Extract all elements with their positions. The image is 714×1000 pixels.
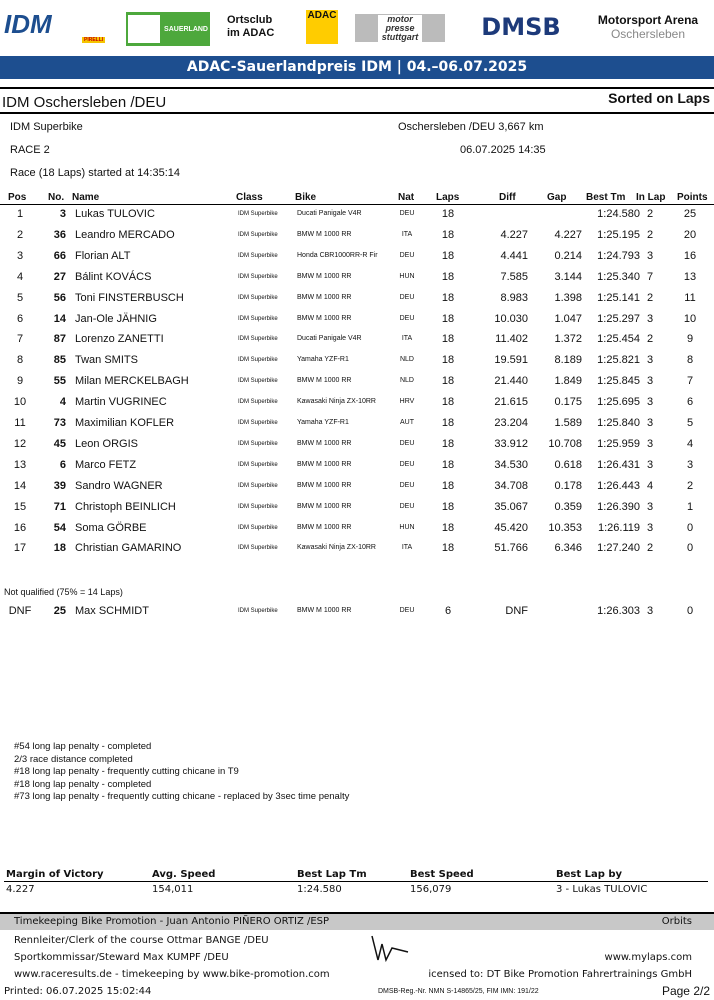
cell-no: 45 [53, 437, 66, 450]
cell-laps: 18 [441, 479, 455, 492]
col-laps: Laps [436, 192, 460, 203]
result-row [0, 459, 714, 479]
cell-name: Bálint KOVÁCS [75, 270, 152, 283]
cell-pos: DNF [8, 605, 32, 617]
cell-name: Martin VUGRINEC [75, 396, 167, 409]
result-row [0, 229, 714, 249]
cell-diff: 8.983 [500, 291, 528, 304]
result-row [0, 354, 714, 374]
result-row [0, 417, 714, 437]
cell-laps: 18 [441, 521, 455, 534]
cell-bike: BMW M 1000 RR [297, 607, 352, 614]
cell-laps: 18 [441, 417, 455, 429]
cell-diff: 34.530 [494, 458, 528, 471]
cell-name: Sandro WAGNER [75, 479, 163, 492]
cell-laps: 18 [441, 312, 455, 325]
cell-inlap: 3 [646, 458, 654, 471]
cell-best: 1:26.119 [597, 521, 640, 534]
cell-points: 10 [683, 312, 697, 325]
cell-name: Maximilian KOFLER [75, 417, 175, 429]
cell-class: IDM Superbike [238, 378, 278, 385]
cell-best: 1:25.340 [597, 270, 640, 283]
col-bike: Bike [295, 192, 317, 203]
cell-inlap: 7 [646, 270, 654, 283]
col-class: Class [236, 192, 263, 203]
cell-pos: 17 [13, 542, 27, 555]
cell-no: 27 [53, 270, 66, 283]
cell-points: 13 [683, 270, 697, 283]
note: #18 long lap penalty - completed [14, 778, 152, 790]
cell-name: Leandro MERCADO [75, 228, 175, 241]
cell-points: 0 [686, 521, 694, 534]
cell-diff: 33.912 [494, 437, 528, 450]
cell-points: 20 [683, 228, 697, 241]
cell-class: IDM Superbike [238, 231, 278, 238]
cell-laps: 18 [441, 228, 455, 241]
result-row [0, 438, 714, 458]
cell-bike: Honda CBR1000RR-R Fir [297, 251, 378, 259]
cell-inlap: 4 [646, 479, 654, 492]
cell-points: 11 [684, 291, 696, 304]
idm-logo [4, 6, 112, 48]
cell-pos: 11 [14, 417, 26, 429]
cell-no: 25 [53, 605, 66, 617]
cell-points: 2 [686, 479, 694, 492]
arena-text: Motorsport Arena [597, 13, 699, 27]
cell-nat: DEU [399, 481, 415, 489]
cell-pos: 15 [13, 500, 27, 513]
cell-class: IDM Superbike [238, 461, 278, 468]
divider [0, 87, 714, 89]
cell-class: IDM Superbike [238, 503, 278, 510]
cell-bike: Kawasaki Ninja ZX-10RR [297, 544, 376, 552]
cell-nat: DEU [399, 210, 415, 217]
cell-inlap: 3 [646, 437, 654, 450]
clerk-text: Rennleiter/Clerk of the course Ottmar BANGE /DEU [14, 935, 269, 946]
summary-value: 3 - Lukas TULOVIC [556, 884, 648, 895]
cell-class: IDM Superbike [238, 211, 278, 217]
cell-laps: 18 [441, 249, 455, 262]
pirelli-logo: PIRELLI [84, 37, 104, 43]
cell-diff: 34.708 [494, 479, 528, 492]
cell-name: Leon ORGIS [75, 437, 138, 450]
result-row [0, 250, 714, 270]
cell-nat: DEU [399, 502, 415, 510]
cell-class: IDM Superbike [238, 252, 278, 259]
cell-bike: Yamaha YZF-R1 [297, 419, 349, 426]
cell-nat: DEU [399, 607, 415, 614]
cell-inlap: 3 [646, 354, 654, 367]
cell-gap: 4.227 [554, 228, 582, 241]
cell-diff: 11.402 [495, 333, 528, 346]
cell-points: 4 [686, 437, 694, 450]
steward-text: Sportkommissar/Steward Max KUMPF /DEU [14, 952, 229, 963]
cell-points: 16 [683, 249, 697, 262]
summary-heading: Best Lap Tm [297, 869, 367, 880]
cell-nat: ITA [401, 544, 413, 552]
col-gap: Gap [547, 192, 567, 203]
cell-gap: 1.849 [554, 375, 582, 388]
cell-pos: 8 [16, 354, 24, 367]
cell-laps: 18 [441, 437, 455, 450]
cell-pos: 7 [16, 333, 24, 346]
cell-name: Christoph BEINLICH [75, 500, 176, 513]
result-row [0, 333, 714, 353]
cell-bike: BMW M 1000 RR [297, 460, 352, 468]
orbits-text: Orbits [661, 916, 692, 927]
cell-no: 4 [59, 396, 66, 409]
cell-pos: 5 [16, 291, 24, 304]
timekeeping-text: Timekeeping Bike Promotion - Juan Antonio PIÑERO ORTIZ /ESP [14, 916, 330, 927]
cell-class: IDM Superbike [238, 294, 278, 301]
raceresults-link[interactable]: www.raceresults.de - timekeeping by www.bike-promotion.com [14, 969, 330, 980]
cell-best: 1:25.840 [597, 417, 640, 429]
cell-gap: 1.047 [554, 312, 582, 325]
cell-bike: BMW M 1000 RR [297, 502, 352, 510]
col-nat: Nat [398, 192, 415, 203]
cell-name: Jan-Ole JÄHNIG [75, 312, 157, 325]
cell-name: Lorenzo ZANETTI [75, 333, 164, 346]
cell-inlap: 3 [646, 417, 654, 429]
cell-points: 0 [686, 542, 694, 555]
motorpresse-logo [355, 14, 445, 42]
cell-class: IDM Superbike [238, 524, 278, 531]
cell-bike: Ducati Panigale V4R [297, 335, 362, 343]
cell-best: 1:26.303 [597, 605, 640, 617]
col-diff: Diff [499, 192, 516, 203]
note: #18 long lap penalty - frequently cutting chicane in T9 [14, 766, 239, 778]
cell-best: 1:25.821 [597, 354, 640, 367]
event-banner: ADAC-Sauerlandpreis IDM | 04.–06.07.2025 [0, 56, 714, 79]
col-inlap: In Lap [636, 192, 666, 203]
cell-points: 3 [686, 458, 694, 471]
track-info: Oschersleben /DEU 3,667 km [398, 121, 544, 133]
cell-nat: DEU [399, 460, 415, 468]
summary-value: 156,079 [410, 884, 452, 895]
col-best: Best Tm [586, 192, 626, 203]
cell-inlap: 3 [646, 375, 654, 388]
cell-no: 36 [53, 228, 66, 241]
cell-inlap: 3 [646, 605, 654, 617]
cell-inlap: 2 [646, 333, 654, 346]
cell-no: 87 [53, 333, 66, 346]
result-row [0, 501, 714, 521]
cell-nat: NLD [399, 377, 414, 385]
cell-no: 18 [53, 542, 66, 555]
result-row [0, 522, 714, 542]
cell-best: 1:25.195 [597, 228, 640, 241]
cell-gap: 6.346 [554, 542, 582, 555]
adac-logo [306, 10, 338, 44]
mylaps-link[interactable]: www.mylaps.com [604, 952, 692, 963]
cell-diff: DNF [505, 605, 528, 617]
cell-no: 71 [53, 500, 66, 513]
col-points: Points [677, 192, 708, 203]
note: #54 long lap penalty - completed [14, 741, 152, 752]
cell-points: 5 [686, 417, 694, 429]
cell-best: 1:25.297 [597, 312, 640, 325]
cell-nat: ITA [401, 230, 413, 238]
cell-points: 0 [686, 605, 694, 617]
cell-pos: 3 [16, 249, 24, 262]
cell-best: 1:26.431 [597, 458, 640, 471]
cell-no: 3 [59, 208, 66, 220]
cell-bike: BMW M 1000 RR [297, 230, 352, 238]
result-row [0, 542, 714, 562]
cell-inlap: 2 [646, 291, 654, 304]
cell-best: 1:25.845 [597, 375, 640, 388]
cell-gap: 1.398 [554, 291, 582, 304]
cell-diff: 21.615 [494, 396, 528, 409]
cell-best: 1:26.443 [597, 479, 640, 492]
cell-diff: 23.204 [494, 417, 528, 429]
cell-pos: 14 [13, 479, 27, 492]
cell-gap: 0.214 [554, 249, 582, 262]
not-qualified-label: Not qualified (75% = 14 Laps) [4, 587, 123, 597]
cell-laps: 18 [441, 354, 455, 367]
cell-gap: 3.144 [554, 270, 582, 283]
cell-name: Christian GAMARINO [75, 542, 182, 555]
licensed-text: icensed to: DT Bike Promotion Fahrertrainings GmbH [428, 969, 692, 980]
summary-heading: Best Lap by [556, 869, 623, 880]
summary-value: 4.227 [6, 884, 35, 895]
cell-no: 6 [59, 458, 66, 471]
cell-no: 55 [53, 375, 66, 388]
cell-class: IDM Superbike [238, 420, 278, 426]
summary-value: 1:24.580 [297, 884, 342, 895]
cell-no: 39 [53, 479, 66, 492]
cell-diff: 51.766 [494, 542, 528, 555]
cell-best: 1:25.454 [597, 333, 640, 346]
cell-diff: 19.591 [494, 354, 528, 367]
header-divider [0, 204, 714, 205]
cell-inlap: 2 [646, 228, 654, 241]
cell-diff: 35.067 [494, 500, 528, 513]
sauerland-text: SAUERLAND [164, 25, 208, 33]
cell-class: IDM Superbike [238, 336, 278, 343]
cell-bike: BMW M 1000 RR [297, 481, 352, 489]
cell-name: Marco FETZ [75, 458, 137, 471]
cell-inlap: 3 [646, 396, 654, 409]
note: #73 long lap penalty - frequently cutting chicane - replaced by 3sec time penalty [14, 791, 350, 803]
cell-pos: 12 [13, 437, 27, 450]
ortsclub-logo [222, 6, 282, 48]
result-row [0, 313, 714, 333]
sort-label: Sorted on Laps [608, 90, 710, 106]
race-info: Race (18 Laps) started at 14:35:14 [10, 167, 180, 179]
divider [0, 112, 714, 114]
cell-points: 1 [686, 500, 694, 513]
cell-nat: DEU [399, 293, 415, 301]
cell-name: Twan SMITS [75, 354, 138, 367]
cell-inlap: 3 [646, 500, 654, 513]
cell-bike: BMW M 1000 RR [297, 377, 352, 385]
result-row [0, 375, 714, 395]
cell-gap: 0.175 [554, 396, 582, 409]
col-no: No. [48, 192, 65, 203]
ortsclub-text: Ortsclub im ADAC [227, 14, 275, 39]
cell-bike: BMW M 1000 RR [297, 439, 352, 447]
class-name: IDM Superbike [10, 121, 83, 133]
cell-bike: Ducati Panigale V4R [297, 210, 362, 217]
cell-pos: 2 [16, 228, 24, 241]
cell-diff: 4.441 [500, 249, 528, 262]
cell-nat: DEU [399, 439, 415, 447]
cell-gap: 8.189 [554, 354, 582, 367]
cell-laps: 18 [441, 375, 455, 388]
cell-bike: BMW M 1000 RR [297, 314, 352, 322]
cell-nat: HRV [399, 398, 415, 406]
cell-inlap: 2 [646, 542, 654, 555]
cell-gap: 0.178 [554, 479, 582, 492]
cell-class: IDM Superbike [238, 440, 278, 447]
cell-nat: ITA [401, 335, 413, 343]
race-datetime: 06.07.2025 14:35 [460, 144, 546, 156]
cell-gap: 1.589 [554, 417, 582, 429]
cell-gap: 1.372 [554, 333, 582, 346]
registration-text: DMSB-Reg.-Nr. NMN S-14865/25, FIM IMN: 191/22 [378, 988, 539, 995]
cell-class: IDM Superbike [238, 273, 278, 280]
result-row [0, 396, 714, 416]
cell-pos: 9 [16, 375, 24, 388]
cell-class: IDM Superbike [238, 482, 278, 489]
cell-no: 85 [53, 354, 66, 367]
cell-best: 1:24.793 [597, 249, 640, 262]
cell-inlap: 3 [646, 521, 654, 534]
cell-no: 66 [53, 249, 66, 262]
cell-laps: 18 [441, 291, 455, 304]
race-name: RACE 2 [10, 144, 50, 156]
cell-class: IDM Superbike [238, 608, 278, 614]
cell-laps: 18 [441, 500, 455, 513]
cell-no: 73 [53, 417, 66, 429]
cell-gap: 0.359 [554, 500, 582, 513]
cell-name: Florian ALT [75, 249, 131, 262]
cell-best: 1:27.240 [597, 542, 640, 555]
col-pos: Pos [8, 192, 27, 203]
cell-nat: AUT [400, 419, 414, 426]
cell-best: 1:25.141 [597, 291, 640, 304]
cell-diff: 21.440 [494, 375, 528, 388]
cell-points: 25 [683, 208, 697, 220]
cell-gap: 0.618 [554, 458, 582, 471]
cell-pos: 16 [13, 521, 27, 534]
motorpresse-text: motor presse stuttgart [378, 15, 422, 42]
cell-bike: BMW M 1000 RR [297, 523, 352, 531]
cell-diff: 10.030 [494, 312, 528, 325]
cell-pos: 6 [16, 312, 24, 325]
cell-diff: 45.420 [494, 521, 528, 534]
cell-laps: 18 [441, 458, 455, 471]
cell-best: 1:25.959 [597, 437, 640, 450]
cell-class: IDM Superbike [238, 399, 278, 406]
signature-icon [368, 934, 412, 966]
cell-nat: DEU [399, 251, 415, 259]
cell-points: 6 [686, 396, 694, 409]
cell-inlap: 3 [646, 312, 654, 325]
sauerland-logo [126, 12, 210, 46]
page-number: Page 2/2 [661, 984, 710, 998]
dnf-row [0, 605, 714, 625]
summary-divider [4, 881, 708, 882]
cell-inlap: 3 [646, 249, 654, 262]
summary-heading: Best Speed [410, 869, 474, 880]
cell-pos: 10 [13, 396, 27, 409]
arena-logo [584, 6, 712, 48]
cell-points: 7 [686, 375, 694, 388]
adac-text: ADAC [307, 10, 337, 21]
dmsb-logo [468, 6, 574, 48]
dmsb-text: DMSB [481, 13, 561, 41]
cell-best: 1:24.580 [597, 208, 640, 220]
cell-gap: 10.708 [548, 437, 582, 450]
cell-points: 8 [686, 354, 694, 367]
cell-best: 1:25.695 [597, 396, 640, 409]
cell-name: Milan MERCKELBAGH [75, 375, 189, 388]
cell-laps: 18 [441, 542, 455, 555]
event-title: IDM Oschersleben /DEU [2, 94, 167, 111]
arena-sub-text: Oschersleben [610, 27, 686, 41]
cell-laps: 18 [441, 208, 455, 220]
cell-no: 14 [53, 312, 66, 325]
cell-pos: 13 [13, 458, 27, 471]
cell-laps: 18 [441, 270, 455, 283]
cell-class: IDM Superbike [238, 315, 278, 322]
cell-diff: 4.227 [500, 228, 528, 241]
cell-no: 56 [53, 291, 66, 304]
summary-heading: Margin of Victory [6, 869, 104, 880]
cell-pos: 1 [16, 208, 24, 220]
result-row [0, 480, 714, 500]
cell-bike: Yamaha YZF-R1 [297, 356, 349, 364]
cell-nat: HUN [399, 523, 415, 531]
result-row [0, 292, 714, 312]
cell-nat: NLD [399, 356, 414, 364]
note: 2/3 race distance completed [14, 753, 133, 765]
cell-laps: 6 [444, 605, 452, 617]
cell-name: Lukas TULOVIC [75, 208, 155, 220]
cell-gap: 10.353 [548, 521, 582, 534]
cell-laps: 18 [441, 333, 455, 346]
cell-best: 1:26.390 [597, 500, 640, 513]
col-name: Name [72, 192, 100, 203]
cell-diff: 7.585 [500, 270, 528, 283]
cell-nat: DEU [399, 314, 415, 322]
cell-bike: Kawasaki Ninja ZX-10RR [297, 398, 376, 406]
cell-bike: BMW M 1000 RR [297, 272, 352, 280]
result-row [0, 208, 714, 228]
cell-class: IDM Superbike [238, 545, 278, 552]
cell-class: IDM Superbike [238, 357, 278, 364]
cell-nat: HUN [399, 272, 415, 280]
cell-points: 9 [686, 333, 694, 346]
printed-text: Printed: 06.07.2025 15:02:44 [4, 986, 152, 997]
cell-bike: BMW M 1000 RR [297, 293, 352, 301]
cell-name: Soma GÖRBE [75, 521, 147, 534]
summary-heading: Avg. Speed [152, 869, 216, 880]
cell-name: Max SCHMIDT [75, 605, 149, 617]
cell-name: Toni FINSTERBUSCH [75, 291, 184, 304]
idm-logo-text: IDM [4, 9, 52, 39]
cell-laps: 18 [441, 396, 455, 409]
cell-inlap: 2 [646, 208, 654, 220]
cell-pos: 4 [16, 270, 24, 283]
result-row [0, 271, 714, 291]
cell-no: 54 [53, 521, 66, 534]
summary-value: 154,011 [152, 884, 194, 895]
